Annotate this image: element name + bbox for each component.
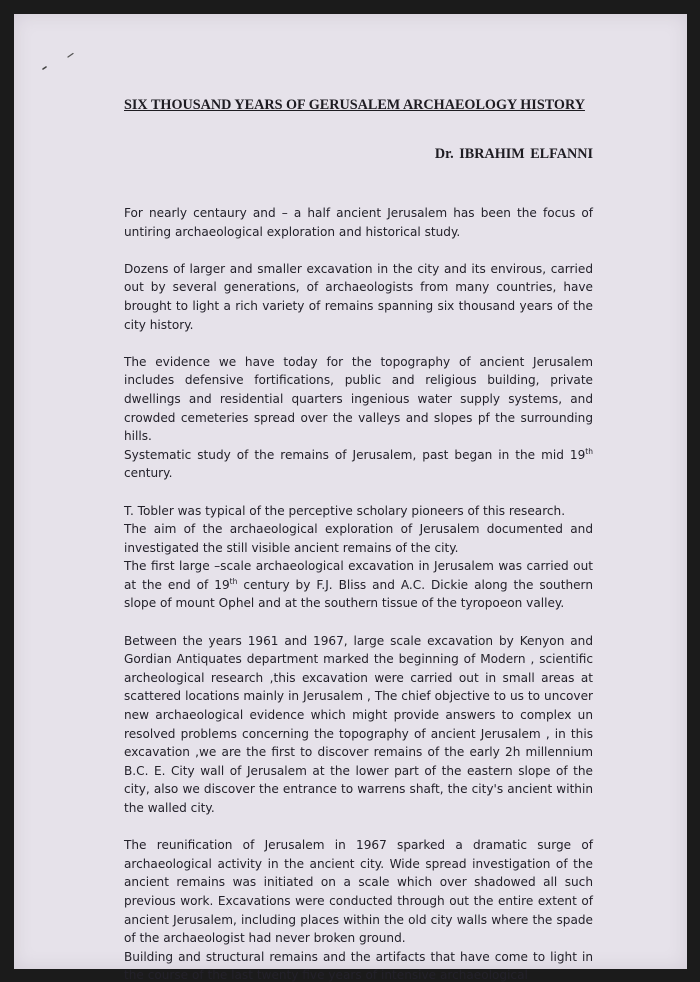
superscript: th: [229, 576, 238, 586]
text-run: Systematic study of the remains of Jerusalem, past began in the mid 19: [124, 447, 586, 462]
paragraph: Building and structural remains and the artifacts that have come to light in the course of the last twenty five years of intensive archaeological: [124, 949, 593, 982]
pen-mark: [40, 52, 78, 72]
paragraph-systematic: [124, 446, 593, 483]
paragraph: The evidence we have today for the topography of ancient Jerusalem includes defensive fortifications, public and religious building, private dwellings and residential quarters ingenious water supply systems, and crowded cemeteries spread over the valleys and slopes pf the surrounding hills.: [124, 354, 593, 444]
document-title: SIX THOUSAND YEARS OF GERUSALEM ARCHAEOLOGY HISTORY: [124, 97, 585, 113]
document-author: Dr. IBRAHIM ELFANNI: [434, 146, 593, 162]
paragraph: The reunification of Jerusalem in 1967 sparked a dramatic surge of archaeological activity in the ancient city. Wide spread investigation of the ancient remains was initiated on a scale which over shadowed all such previous work. Excavations were conducted through out the entire extent of ancient Jerusalem, including places within the old city walls where the spade of the archaeologist had never broken ground.: [124, 838, 593, 946]
paragraph: The aim of the archaeological exploration of Jerusalem documented and investigated the still visible ancient remains of the city.: [124, 522, 593, 555]
text-run: The first large –scale archaeological excavation in Jerusalem was carried out at the end of 19: [124, 559, 593, 592]
text-run: century.: [124, 466, 173, 481]
paragraph-first-large: [124, 557, 593, 613]
paragraph: Between the years 1961 and 1967, large scale excavation by Kenyon and Gordian Antiquates department marked the beginning of Modern , scientific archeological research ,this excavation were carried out in small areas at scattered locations mainly in Jerusalem , The chief objective to us to uncover new archaeological evidence which might provide answers to complex un resolved problems concerning the topography of ancient Jerusalem , in this excavation ,we are the first to discover remains of the early 2h millennium B.C. E. City wall of Jerusalem at the lower part of the eastern slope of the city, also we discover the entrance to warrens shaft, the city's ancient within the walled city.: [124, 633, 593, 815]
text-run: century by F.J. Bliss and A.C. Dickie along the southern slope of mount Ophel and at the southern tissue of the tyropoeon valley.: [124, 577, 593, 611]
paragraph: For nearly centaury and – a half ancient Jerusalem has been the focus of untiring archaeological exploration and historical study.: [124, 206, 593, 239]
paragraph: T. Tobler was typical of the perceptive scholary pioneers of this research.: [124, 503, 566, 518]
document-body: [124, 204, 593, 982]
paragraph: Dozens of larger and smaller excavation in the city and its envirous, carried out by several generations, of archaeologists from many countries, have brought to light a rich variety of remains spanning six thousand years of the city history.: [124, 261, 593, 332]
superscript: th: [585, 446, 593, 456]
